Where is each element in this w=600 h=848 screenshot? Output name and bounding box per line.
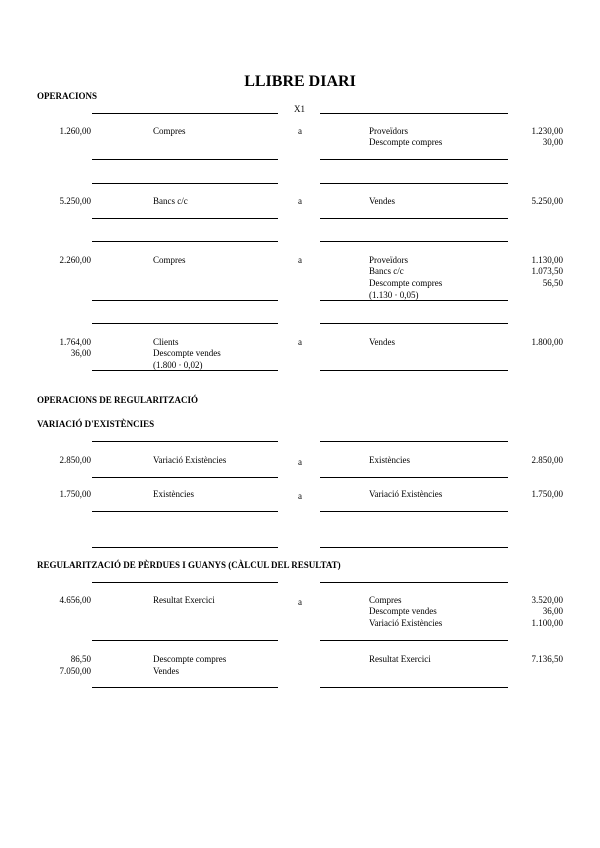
- connector-a: a: [298, 126, 302, 136]
- credit-account: Descompte compres: [369, 278, 443, 288]
- separator-line: [92, 547, 278, 548]
- credit-account: Proveïdors: [369, 126, 408, 136]
- separator-line: [92, 441, 278, 442]
- credit-account: Vendes: [369, 337, 395, 347]
- credit-amount: 1.130,00: [531, 255, 563, 265]
- debit-amount: 86,50: [70, 654, 91, 664]
- connector-a: a: [298, 255, 302, 265]
- separator-line: [320, 441, 508, 442]
- separator-line: [320, 582, 508, 583]
- separator-line: [92, 218, 278, 219]
- calculation-note: (1.130 · 0,05): [369, 290, 419, 300]
- separator-line: [320, 323, 508, 324]
- page-title: LLIBRE DIARI: [244, 73, 356, 90]
- separator-line: [320, 640, 508, 641]
- separator-line: [320, 241, 508, 242]
- debit-amount: 1.750,00: [59, 489, 91, 499]
- credit-amount: 3.520,00: [531, 595, 563, 605]
- separator-line: [92, 183, 278, 184]
- debit-amount: 2.260,00: [59, 255, 91, 265]
- separator-line: [92, 323, 278, 324]
- section-heading-variacio: VARIACIÓ D'EXISTÈNCIES: [37, 419, 155, 429]
- credit-amount: 36,00: [542, 606, 563, 616]
- credit-amount: 1.750,00: [531, 489, 563, 499]
- separator-line: [92, 687, 278, 688]
- separator-line: [320, 370, 508, 371]
- credit-account: Variació Existències: [369, 618, 443, 628]
- separator-line: [320, 511, 508, 512]
- debit-amount: 36,00: [70, 348, 91, 358]
- credit-amount: 1.073,50: [531, 266, 563, 276]
- section-heading-resultat: REGULARITZACIÓ DE PÈRDUES I GUANYS (CÀLCUL DEL RESULTAT): [37, 560, 341, 570]
- debit-account: Vendes: [153, 666, 179, 676]
- debit-account: Clients: [153, 337, 179, 347]
- connector-a: a: [298, 196, 302, 206]
- section-heading-regularitzacio: OPERACIONS DE REGULARITZACIÓ: [37, 395, 199, 405]
- credit-account: Proveïdors: [369, 255, 408, 265]
- separator-line: [92, 241, 278, 242]
- credit-amount: 30,00: [542, 137, 563, 147]
- connector-a: a: [298, 597, 302, 607]
- credit-amount: 56,50: [542, 278, 563, 288]
- debit-amount: 1.260,00: [59, 126, 91, 136]
- debit-amount: 1.764,00: [59, 337, 91, 347]
- credit-account: Bancs c/c: [369, 266, 404, 276]
- credit-amount: 1.230,00: [531, 126, 563, 136]
- separator-line: [92, 582, 278, 583]
- separator-line: [320, 218, 508, 219]
- debit-account: Bancs c/c: [153, 196, 188, 206]
- credit-account: Vendes: [369, 196, 395, 206]
- credit-account: Resultat Exercici: [369, 654, 431, 664]
- separator-line: [92, 477, 278, 478]
- credit-account: Existències: [369, 455, 410, 465]
- connector-a: a: [298, 491, 302, 501]
- debit-account: Descompte vendes: [153, 348, 221, 358]
- debit-account: Resultat Exercici: [153, 595, 215, 605]
- separator-line: [92, 300, 278, 301]
- separator-line: [92, 370, 278, 371]
- debit-amount: 4.656,00: [59, 595, 91, 605]
- date-label: X1: [294, 104, 305, 114]
- credit-account: Compres: [369, 595, 402, 605]
- connector-a: a: [298, 337, 302, 347]
- separator-line: [320, 113, 508, 114]
- separator-line: [320, 159, 508, 160]
- debit-amount: 7.050,00: [59, 666, 91, 676]
- calculation-note: (1.800 · 0,02): [153, 360, 203, 370]
- separator-line: [92, 113, 278, 114]
- separator-line: [92, 511, 278, 512]
- debit-account: Existències: [153, 489, 194, 499]
- credit-amount: 1.100,00: [531, 618, 563, 628]
- credit-amount: 1.800,00: [531, 337, 563, 347]
- separator-line: [320, 300, 508, 301]
- separator-line: [320, 687, 508, 688]
- separator-line: [320, 477, 508, 478]
- debit-amount: 5.250,00: [59, 196, 91, 206]
- separator-line: [92, 640, 278, 641]
- debit-account: Descompte compres: [153, 654, 227, 664]
- credit-amount: 5.250,00: [531, 196, 563, 206]
- credit-amount: 7.136,50: [531, 654, 563, 664]
- debit-account: Compres: [153, 126, 186, 136]
- separator-line: [320, 183, 508, 184]
- debit-account: Compres: [153, 255, 186, 265]
- credit-account: Descompte compres: [369, 137, 443, 147]
- credit-amount: 2.850,00: [531, 455, 563, 465]
- section-heading-operacions: OPERACIONS: [37, 91, 98, 101]
- debit-amount: 2.850,00: [59, 455, 91, 465]
- debit-account: Variació Existències: [153, 455, 227, 465]
- connector-a: a: [298, 457, 302, 467]
- separator-line: [320, 547, 508, 548]
- credit-account: Descompte vendes: [369, 606, 437, 616]
- credit-account: Variació Existències: [369, 489, 443, 499]
- separator-line: [92, 159, 278, 160]
